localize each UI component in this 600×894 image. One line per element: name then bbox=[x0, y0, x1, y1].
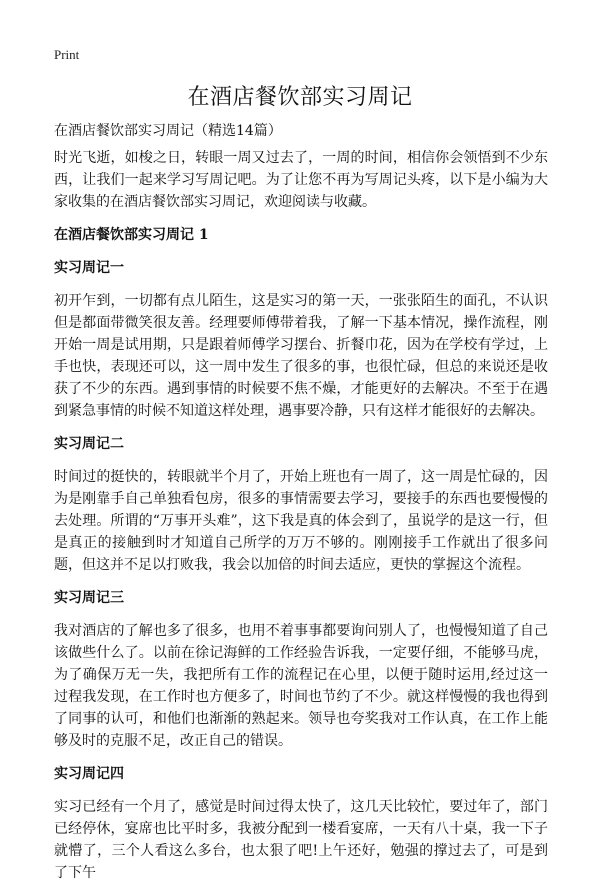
article-heading: 在酒店餐饮部实习周记 1 bbox=[54, 227, 209, 243]
page-title: 在酒店餐饮部实习周记 bbox=[187, 85, 413, 110]
intro-paragraph: 时光飞逝，如梭之日，转眼一周又过去了，一周的时间，相信你会领悟到不少东西，让我们一起来学习写周记吧。为了让您不再为写周记头疼，以下是小编为大家收集的在酒店餐饮部实习周记，欢迎阅读与收藏。 bbox=[54, 150, 548, 210]
section-heading-week-1: 实习周记一 bbox=[54, 260, 124, 276]
section-body-week-4: 实习已经有一个月了，感觉是时间过得太快了，这几天比较忙，要过年了，部门已经停休，宴席也比平时多，我被分配到一楼看宴席，一天有八十桌，我一下子就懵了，三个人看这么多台，也太狠了吧!上午还好，勉强的撑过去了，可是到了下午 bbox=[54, 799, 548, 881]
article-content bbox=[54, 147, 548, 894]
section-body-week-3: 我对酒店的了解也多了很多，也用不着事事都要询问别人了，也慢慢知道了自己该做些什么了。以前在徐记海鲜的工作经验告诉我，一定要仔细，不能够马虎，为了确保万无一失，我把所有工作的流程记在心里，以便于随时运用,经过这一过程我发现，在工作时也方便多了，时间也节约了不少。就这样慢慢的我也得到了同事的认可，和他们也渐渐的熟起来。领导也夸奖我对工作认真，在工作上能够及时的克服不足，改正自己的错误。 bbox=[54, 623, 548, 749]
section-body-week-1: 初开乍到，一切都有点儿陌生，这是实习的第一天，一张张陌生的面孔，不认识但是都面带微笑很友善。经理要师傅带着我，了解一下基本情况，操作流程，刚开始一周是试用期，只是跟着师傅学习摆台、折餐巾花，因为在学校有学过，上手也快，表现还可以，这一周中发生了很多的事，也很忙碌，但总的来说还是收获了不少的东西。遇到事情的时候要不焦不燥，才能更好的去解决。不至于在遇到紧急事情的时候不知道这样处理，遇事要冷静，只有这样才能很好的去解决。 bbox=[54, 293, 548, 419]
print-link[interactable]: Print bbox=[54, 47, 80, 62]
document-subtitle: 在酒店餐饮部实习周记（精选14篇） bbox=[54, 123, 282, 139]
section-heading-week-2: 实习周记二 bbox=[54, 436, 124, 452]
section-heading-week-4: 实习周记四 bbox=[54, 766, 124, 782]
section-heading-week-3: 实习周记三 bbox=[54, 590, 124, 606]
section-body-week-2: 时间过的挺快的，转眼就半个月了，开始上班也有一周了，这一周是忙碌的，因为是刚靠手自己单独看包房，很多的事情需要去学习，要接手的东西也要慢慢的去处理。所谓的“万事开头难”，这下我是真的体会到了，虽说学的是这一行，但是真正的接触到时才知道自己所学的万万不够的。刚刚接手工作就出了很多问题，但这并不足以打败我，我会以加倍的时间去适应，更快的掌握这个流程。 bbox=[54, 469, 548, 573]
